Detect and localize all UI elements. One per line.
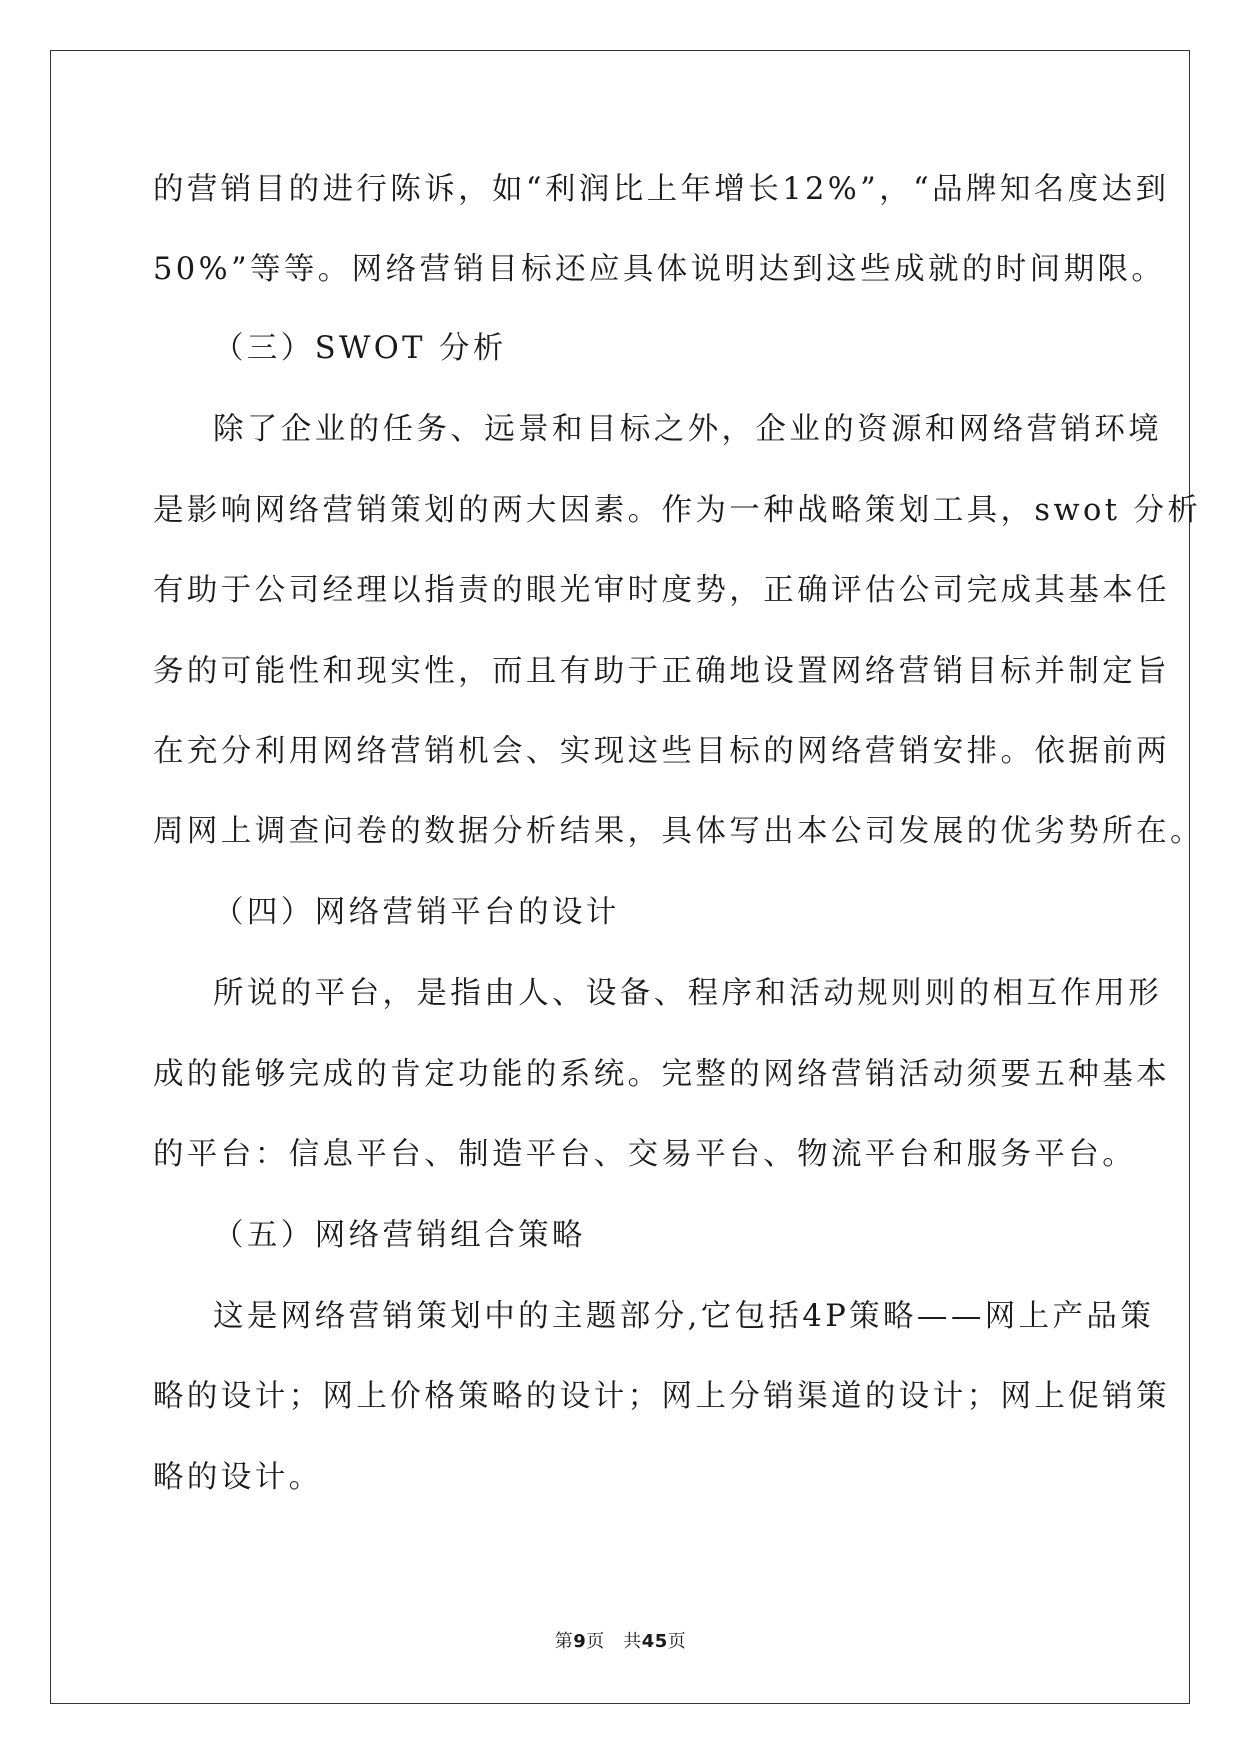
body-line-4: 除了企业的任务、远景和目标之外，企业的资源和网络营销环境 [213,412,1163,447]
body-line-11: 所说的平台，是指由人、设备、程序和活动规则则的相互作用形 [213,976,1163,1011]
body-line-17: 略的设计。 [153,1460,323,1495]
footer-middle: 页 共 [586,1631,642,1652]
body-line-1: 的营销目的进行陈诉，如“利润比上年增长12%”，“品牌知名度达到 [153,172,1170,207]
page-border [50,50,1190,1704]
footer-total-pages: 45 [641,1631,668,1652]
body-line-15: 这是网络营销策划中的主题部分,它包括4P策略——网上产品策 [213,1299,1155,1334]
page-footer [0,1630,1241,1654]
body-line-6: 有助于公司经理以指责的眼光审时度势，正确评估公司完成其基本任 [153,573,1170,608]
footer-suffix: 页 [667,1631,687,1652]
footer-prefix: 第 [554,1631,574,1652]
section-heading-strategy: （五）网络营销组合策略 [213,1218,586,1253]
body-line-5: 是影响网络营销策划的两大因素。作为一种战略策划工具，swot 分析 [153,493,1202,528]
body-line-12: 成的能够完成的肯定功能的系统。完整的网络营销活动须要五种基本 [153,1057,1170,1092]
section-heading-swot: （三）SWOT 分析 [213,331,507,366]
footer-page-number: 9 [573,1631,587,1652]
body-line-9: 周网上调查问卷的数据分析结果，具体写出本公司发展的优劣势所在。 [153,814,1204,849]
body-line-2: 50%”等等。网络营销目标还应具体说明达到这些成就的时间期限。 [153,252,1166,287]
section-heading-platform: （四）网络营销平台的设计 [213,895,620,930]
body-line-16: 略的设计；网上价格策略的设计；网上分销渠道的设计；网上促销策 [153,1379,1170,1414]
body-line-8: 在充分利用网络营销机会、实现这些目标的网络营销安排。依据前两 [153,734,1170,769]
body-line-13: 的平台：信息平台、制造平台、交易平台、物流平台和服务平台。 [153,1137,1137,1172]
body-line-7: 务的可能性和现实性，而且有助于正确地设置网络营销目标并制定旨 [153,654,1170,689]
